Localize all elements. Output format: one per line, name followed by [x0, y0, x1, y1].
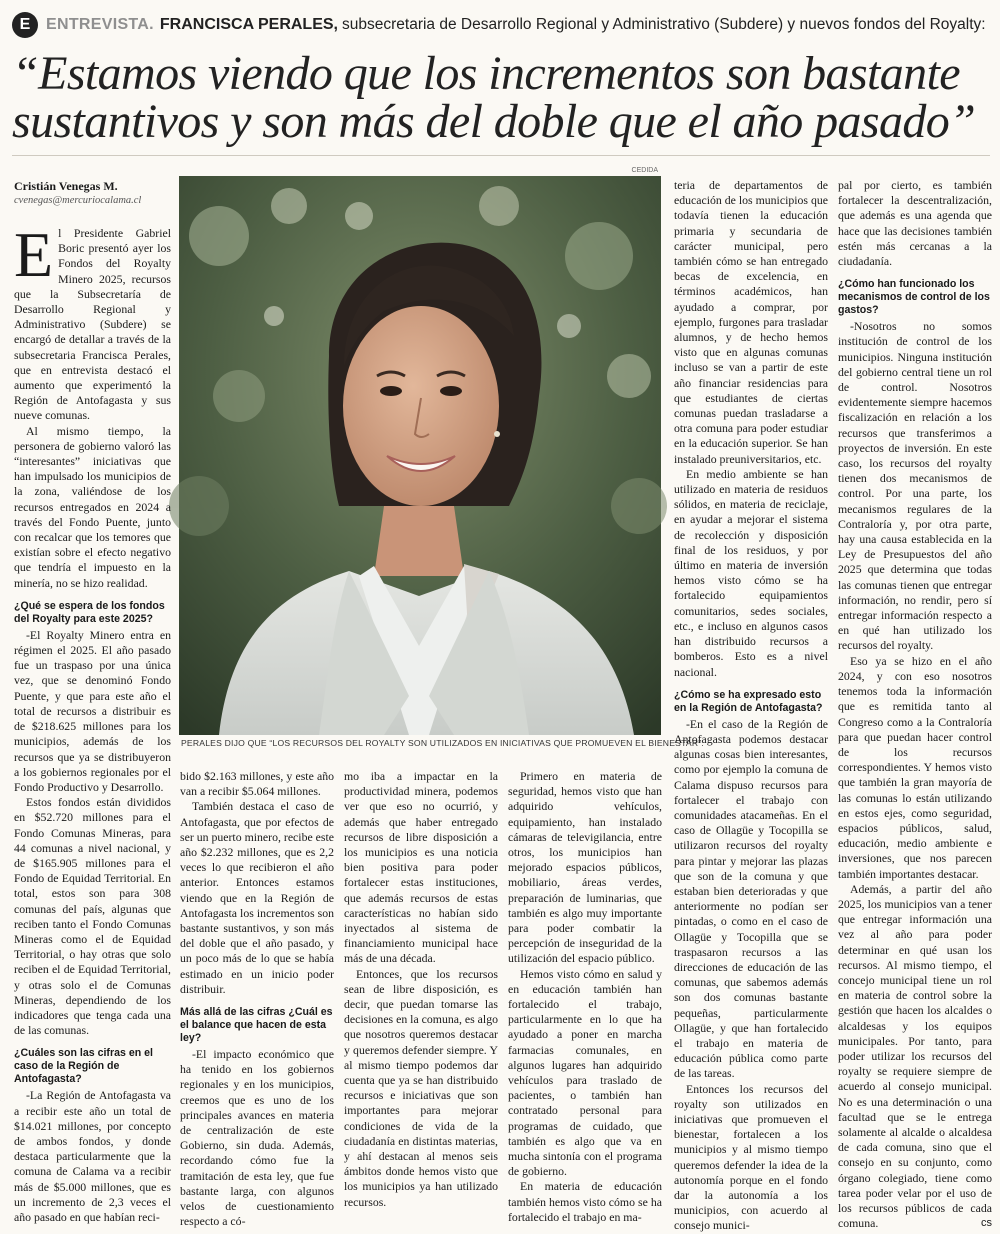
paragraph: En materia de educación también hemos visto cómo se ha fortalecido el trabajo en ma-	[508, 1179, 662, 1224]
paragraph	[838, 882, 992, 1232]
lead-text: l Presidente Gabriel Boric presentó ayer los Fondos del Royalty Minero 2025, recursos que la Subsecretaría de Desarrollo Regional y Administrativo (Subdere) se encargó de detallar a través de la subsecretaria Francisca Perales, que en entrevista destacó el aumento que experimentó la Región de Antofagasta y sus nueve comunas.	[14, 226, 171, 423]
article-column-1	[14, 219, 171, 1224]
interview-question: ¿Cómo se ha expresado esto en la Región de Antofagasta?	[674, 688, 823, 714]
paragraph: Estos fondos están divididos en $52.720 millones para el Fondo Comunas Mineras, para 44 comunas a nivel nacional, y de $165.905 millones para el Fondo de Equidad Territorial. En total, estos son para 308 comunas del país, algunas que reciben tanto el Fondo Comunas Mineras como el de Equidad Territorial, o hay otras que solo reciben el de Equidad Territorial, y otras solo el de Comunas Mineras, dependiendo de los indicadores que tenga cada una de las comunas.	[14, 795, 171, 1038]
headline	[12, 47, 992, 148]
section-badge: E	[12, 12, 38, 38]
paragraph: Primero en materia de seguridad, hemos visto que han adquirido vehículos, equipamiento, han instalado cámaras de televigilancia, entre otros, los municipios han mejorado espacios públicos, mobiliario, áreas verdes, preparación de luminarias, que también es algo muy importante para poder combatir la percepción de inseguridad de la utilización del espacio público.	[508, 769, 662, 966]
paragraph-text: Además, a partir del año 2025, los municipios van a tener que entregar información una vez al año para poder determinar en qué usan los recursos. Al mismo tiempo, el concejo municipal tiene un rol en materia de control sobre la gestión que hacen los alcaldes o alcaldesas y los equipos municipales. Por tanto, para poder utilizar los recursos del royalty se requiere siempre de acuerdo al consejo municipal. No es una determinación o una facultad que se le entrega solamente al alcalde o alcaldesa de cada comuna, sino que el consejo en su conjunto, como órgano colegiado, tiene como tarea poder velar por el uso de los recursos públicos de cada comuna.	[838, 881, 992, 1231]
photo-caption: PERALES DIJO QUE “LOS RECURSOS DEL ROYALTY SON UTILIZADOS EN INICIATIVAS QUE PROMUEVEN EL BIENESTAR”.	[181, 738, 704, 748]
paragraph: -El impacto económico que ha tenido en los gobiernos regionales y en los municipios, creemos que es uno de los principales avances en materia de centralización de este Gobierno, sin duda. Además, recordando cómo fue la tramitación de esta ley, que fue bastante larga, con algunos velos de cuestionamiento respecto a có-	[180, 1047, 334, 1229]
headline-line-1: “Estamos viendo que los incrementos son bastante	[12, 47, 961, 100]
byline-email: cvenegas@mercuriocalama.cl	[14, 195, 142, 206]
paragraph: bido $2.163 millones, y este año van a recibir $5.064 millones.	[180, 769, 334, 799]
interview-question: ¿Cuáles son las cifras en el caso de la Región de Antofagasta?	[14, 1047, 153, 1086]
paragraph: -La Región de Antofagasta va a recibir este año un total de $14.021 millones, por concepto de ambos fondos, y donde destaca particularmente que la comuna de Calama va a recibir más de $5.000 millones, que es un incremento de 2,3 veces el año pasado en que habían reci-	[14, 1088, 171, 1224]
paragraph: -Nosotros no somos institución de control de los municipios. Ninguna institución del gobierno central tiene un rol de control. Nosotros evidentemente siempre hacemos fiscalización en relación a los recursos que transferimos a proyectos de inversión. En este caso, los recursos del royalty tienen dos mecanismos de control. Por una parte, los mecanismos regulares de la Contraloría y, por otra parte, hay una causa establecida en la Ley de Presupuestos del año 2025 que determina que todas las comunas tienen que entregar información, no rendir, pero sí entregar información respecto a en qué han utilizado los recursos del royalty.	[838, 319, 992, 653]
interview-question: Más allá de las cifras ¿Cuál es el balance que hacen de esta ley?	[180, 1006, 333, 1045]
interview-question: ¿Qué se espera de los fondos del Royalty para este 2025?	[14, 599, 165, 625]
kicker-description: subsecretaria de Desarrollo Regional y Administrativo (Subdere) y nuevos fondos del Royalty:	[342, 16, 986, 33]
paragraph: También destaca el caso de Antofagasta, que por efectos de ser un puerto minero, recibe este año $2.232 millones, que es 2,2 veces lo que recibieron el año anterior. Entonces estamos viendo que en la Región de Antofagasta los incrementos son bastante sustantivos, y son más del doble que el año pasado, y un poco más de lo que se había estimado en un inicio poder distribuir.	[180, 799, 334, 996]
lead-paragraph	[14, 219, 171, 424]
paragraph: Al mismo tiempo, la personera de gobierno valoró las “interesantes” iniciativas que han impulsado los municipios de la zona, valiéndose de los recursos entregados en 2024 a través del Fondo Puente, junto con recalcar que los temores que existían sobre el efecto negativo que tendría el impuesto en la minería, no se hizo realidad.	[14, 423, 171, 590]
paragraph: Entonces los recursos del royalty son utilizados en iniciativas que promueven el bienestar, fortalecen a los municipios y al mismo tiempo queremos defender la idea de la autonomía porque en el fondo dar la autonomía a los municipios, con acuerdo al consejo munici-	[674, 1081, 828, 1233]
paragraph: -En el caso de la Región de Antofagasta podemos destacar algunas cosas bien interesantes, como por ejemplo la comuna de Calama dispuso recursos para fortalecer el trabajo con comunidades atacameñas. En el caso de Ollagüe y Tocopilla se utilizaron recursos del royalty para pintar y mejorar las plazas que son de la comuna y que estaban bien deterioradas y que anteriormente no podían ser pintadas, o como en el caso de Ollagüe y Tocopilla que se traspasaron recursos a las direcciones de educación de las comunas, que sabemos además son dos comunas bastante pequeñas, particularmente Ollagüe, y que han fortalecido el trabajo en materia de educación pública como parte de las tareas.	[674, 716, 828, 1081]
header-divider	[12, 155, 990, 156]
paragraph: En medio ambiente se han utilizado en materia de residuos sólidos, en materia de reciclaje, en ayudar a mejorar el sistema de recolección y disposición final de los residuos, y por último en materia de inversión hemos visto cómo se ha fortalecido equipamientos comunitarios, sedes sociales, etc., e incluso en algunos casos han distribuido recursos a bomberos. Esto es a nivel nacional.	[674, 466, 828, 679]
paragraph: Hemos visto cómo en salud y en educación también han fortalecido el trabajo, particularmente en lo que ha ayudado a poner en marcha farmacias comunales, en algunos lugares han adquirido vehículos para traslado de pacientes, o también han contratado personal para programas de cuidado, que también es algo que va en mucha sintonía con el programa de gobierno.	[508, 966, 662, 1179]
article-column-5	[674, 178, 828, 1233]
paragraph: teria de departamentos de educación de los municipios que todavía tienen la educación primaria y secundaria de carácter municipal, pero también cómo se han entregado becas de excelencia, en términos académicos, han ayudado a comprar, por ejemplo, furgones para trasladar alumnos, y de hecho hemos visto que en algunas comunas incluso se van a partir de este año financiar residencias para que estudiantes de ciertas comunas puedan trasladarse a otra comuna para poder estudiar en la educación superior. Se han instalado preuniversitarios, etc.	[674, 178, 828, 466]
section-label: ENTREVISTA.	[46, 16, 154, 33]
paragraph: Eso ya se hizo en el año 2024, y con eso nosotros tenemos toda la información que es remitida tanto al Congreso como a la Contraloría para que puedan hacer control de los recursos correspondientes. Y hemos visto que también la gran mayoría de las comunas lo están utilizando en estos ejes, como seguridad, espacios públicos, salud, educación, medio ambiente e inversiones, que nos parecen también importantes destacar.	[838, 653, 992, 881]
paragraph: pal por cierto, es también fortalecer la descentralización, que además es una agenda que hace que las decisiones también estén más cercanas a la ciudadanía.	[838, 178, 992, 269]
article-column-4	[508, 769, 662, 1224]
interviewee-name: FRANCISCA PERALES,	[159, 16, 338, 33]
headline-line-2: sustantivos y son más del doble que el año pasado”	[12, 95, 976, 148]
article-column-6	[838, 178, 992, 1231]
paragraph: mo iba a impactar en la productividad minera, podemos ver que eso no ocurrió, y además que haber entregado recursos de libre disposición a los municipios es una noticia bien positiva para poder fortalecer estas instituciones, que además recursos de estas características no habían sido inyectados al sistema de financiamiento municipal hace más de una década.	[344, 769, 498, 966]
article-column-2	[180, 769, 334, 1229]
end-mark: cs	[981, 1217, 992, 1230]
photo-credit: CEDIDA	[631, 167, 658, 174]
kicker-line	[12, 10, 992, 40]
interview-question: ¿Cómo han funcionado los mecanismos de control de los gastos?	[838, 278, 990, 317]
paragraph: -El Royalty Minero entra en régimen el 2025. El año pasado fue un traspaso por una única vez, que se denominó Fondo Puente, y que para este año el total de recursos a distribuir es de $218.625 millones para los municipios, además de los recursos que ya se distribuyeron a los gobiernos regionales por el Fondo Productivo y Desarrollo.	[14, 627, 171, 794]
drop-cap: E	[14, 219, 54, 290]
byline-author: Cristián Venegas M.	[14, 179, 118, 193]
article-column-3	[344, 769, 498, 1219]
paragraph: Entonces, que los recursos sean de libre disposición, es decir, que puedan tomarse las decisiones en la comuna, es algo que nosotros queremos destacar y queremos defender siempre. Y al mismo tiempo podemos dar cuenta que ya se han distribuido recursos e iniciativas que son importantes para mejorar condiciones de vida de la ciudadanía en distintas materias, y ahí destacan al menos seis ámbitos donde hemos visto que los municipios ya han utilizado recursos.	[344, 966, 498, 1209]
portrait-photo	[179, 176, 661, 735]
